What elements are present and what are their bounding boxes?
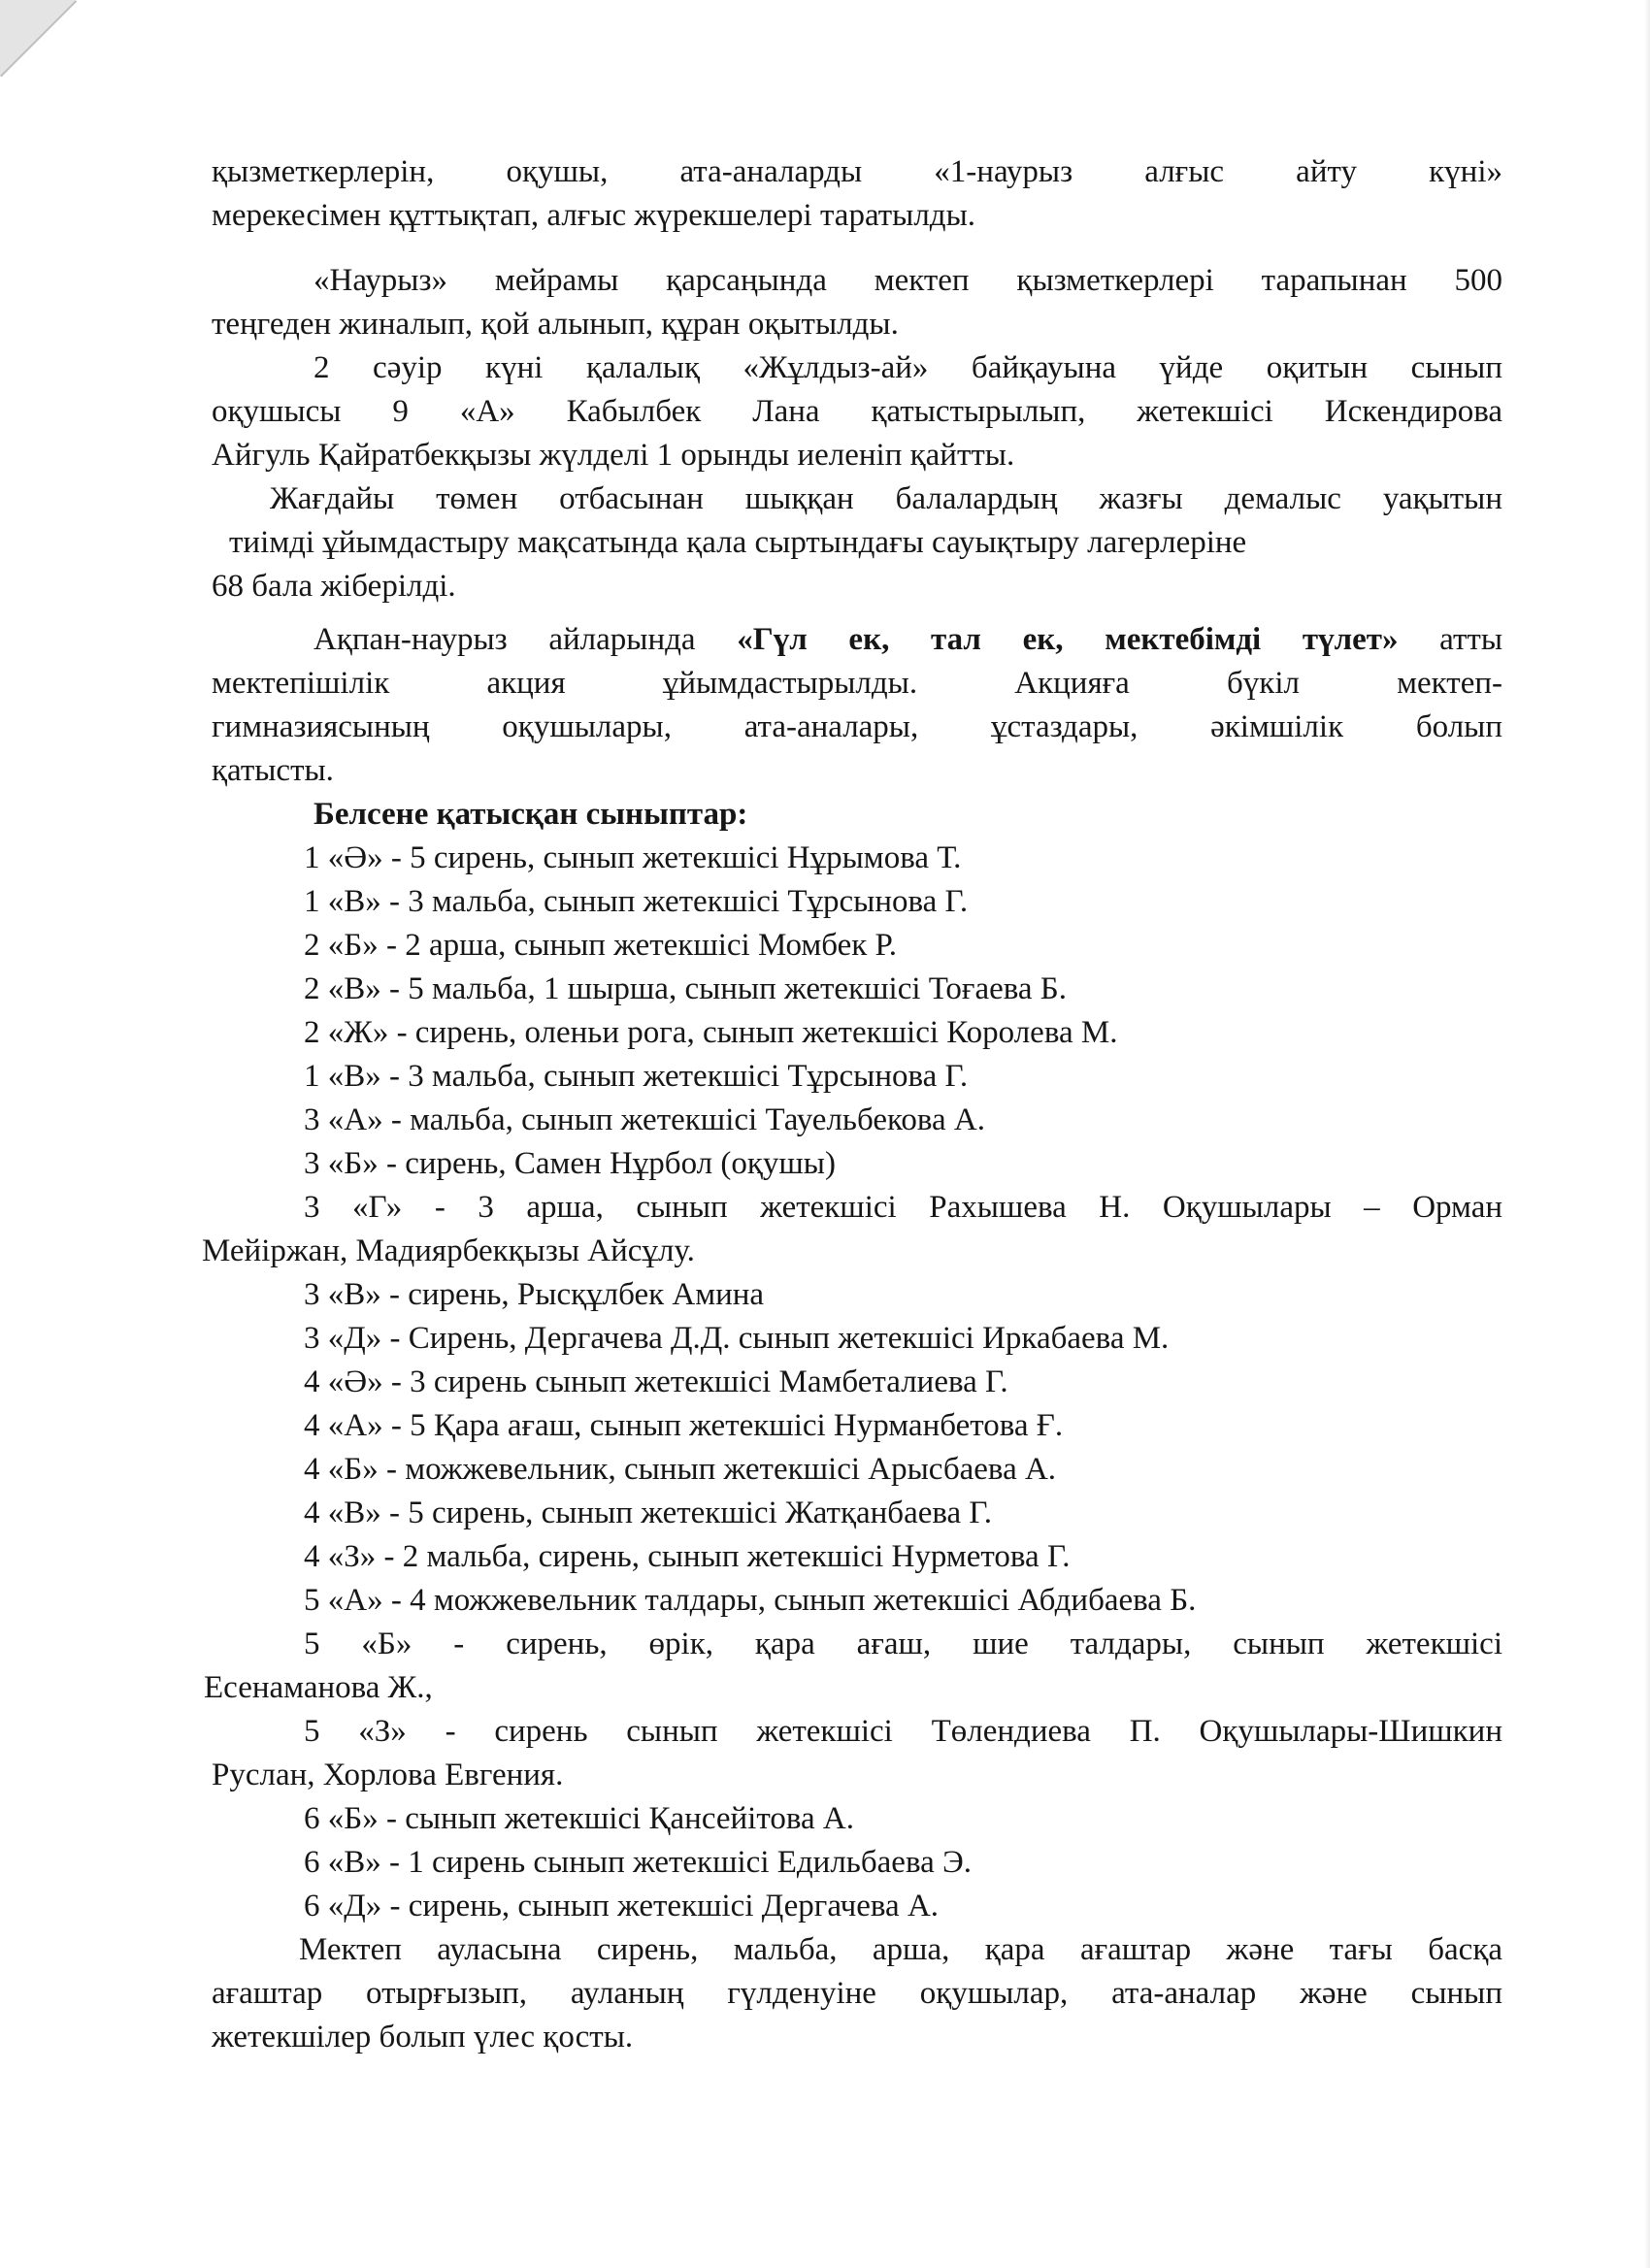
text-line: қызметкерлерін, оқушы, ата-аналарды «1-наурыз алғыс айту күні»: [212, 154, 1502, 189]
text-line: Жағдайы төмен отбасынан шыққан балалардың жазғы демалыс уақытын: [270, 481, 1502, 516]
page-edge-shadow: [1644, 0, 1650, 2268]
document-page: [202, 150, 1502, 2059]
list-item: 1 «Ә» - 5 сирень, сынып жетекшісі Нұрымова Т.: [304, 840, 962, 875]
text-line: Мейіржан, Мадиярбекқызы Айсұлу.: [202, 1233, 695, 1268]
text-line: Мектеп ауласына сирень, мальба, арша, қара ағаштар және тағы басқа: [299, 1932, 1502, 1967]
list-item: 2 «Б» - 2 арша, сынып жетекшісі Момбек Р.: [304, 928, 897, 963]
list-item: 1 «В» - 3 мальба, сынып жетекшісі Тұрсынова Г.: [304, 1059, 969, 1094]
list-item: 4 «В» - 5 сирень, сынып жетекшісі Жатқанбаева Г.: [304, 1496, 993, 1530]
list-item: 4 «Б» - можжевельник, сынып жетекшісі Арысбаева А.: [304, 1452, 1057, 1487]
active-classes-section: [202, 793, 1502, 1928]
text-line: 3 «Г» - 3 арша, сынып жетекшісі Рахышева Н. Оқушылары – Орман: [304, 1190, 1502, 1225]
text-line: ағаштар отырғызып, ауланың гүлденуіне оқушылар, ата-аналар және сынып: [212, 1976, 1502, 2011]
campaign-title: «Гүл ек, тал ек, мектебімді түлет»: [737, 622, 1399, 657]
text-line: теңгеден жиналып, қой алынып, құран оқытылды.: [212, 307, 899, 342]
text-line: Есенаманова Ж.,: [204, 1670, 433, 1705]
list-item: [202, 1186, 1502, 1273]
list-item: 6 «В» - 1 сирень сынып жетекшісі Едильбаева Э.: [304, 1845, 973, 1880]
text-line: гимназиясының оқушылары, ата-аналары, ұстаздары, әкімшілік болып: [212, 709, 1502, 744]
list-item: [204, 1623, 1502, 1710]
list-item: 6 «Б» - сынып жетекшісі Қансейітова А.: [304, 1801, 854, 1836]
list-item: 2 «Ж» - сирень, оленьи рога, сынып жетекшісі Королева М.: [304, 1015, 1118, 1050]
list-item: 4 «А» - 5 Қара ағаш, сынып жетекшісі Нурманбетова Ғ.: [304, 1408, 1064, 1443]
text-run: Ақпан-наурыз айларында: [314, 622, 738, 657]
list-item: 3 «В» - сирень, Рысқұлбек Амина: [304, 1277, 765, 1312]
list-item: 4 «Ә» - 3 сирень сынып жетекшісі Мамбеталиева Г.: [304, 1364, 1008, 1399]
text-line: Руслан, Хорлова Евгения.: [212, 1758, 564, 1792]
list-item: 6 «Д» - сирень, сынып жетекшісі Дергачева А.: [304, 1889, 940, 1923]
text-line: 2 сәуір күні қалалық «Жұлдыз-ай» байқауына үйде оқитын сынып: [314, 350, 1502, 385]
list-item: 3 «Б» - сирень, Самен Нұрбол (оқушы): [304, 1146, 836, 1181]
text-line: жетекшілер болып үлес қосты.: [212, 2020, 634, 2054]
text-run: атты: [1398, 622, 1502, 657]
text-line: Айгуль Қайратбекқызы жүлделі 1 орынды иеленіп қайтты.: [212, 438, 1015, 473]
text-line: «Наурыз» мейрамы қарсаңында мектеп қызметкерлері тарапынан 500: [314, 263, 1502, 298]
paragraph-contest: [212, 346, 1502, 477]
text-line: мектепішілік акция ұйымдастырылды. Акцияға бүкіл мектеп-: [212, 666, 1502, 701]
paragraph-campaign: [212, 618, 1502, 793]
list-item: 5 «А» - 4 можжевельник талдары, сынып жетекшісі Абдибаева Б.: [304, 1583, 1197, 1618]
paragraph-greetings: [212, 150, 1502, 238]
text-line: 68 бала жіберілді.: [212, 569, 456, 604]
section-heading: Белсене қатысқан сыныптар:: [314, 797, 748, 832]
list-item: 3 «Д» - Сирень, Дергачева Д.Д. сынып жетекшісі Иркабаева М.: [304, 1321, 1170, 1356]
text-line: 5 «Б» - сирень, өрік, қара ағаш, шие талдары, сынып жетекшісі: [304, 1627, 1502, 1661]
paragraph-summer-camp: [212, 477, 1502, 608]
paragraph-conclusion: [212, 1928, 1502, 2059]
list-item: 4 «З» - 2 мальба, сирень, сынып жетекшісі Нурметова Г.: [304, 1539, 1071, 1574]
list-item: [212, 1710, 1502, 1797]
list-item: 1 «В» - 3 мальба, сынып жетекшісі Тұрсынова Г.: [304, 884, 969, 919]
text-line: қатысты.: [212, 753, 334, 788]
text-line: 5 «З» - сирень сынып жетекшісі Төлендиева П. Оқушылары-Шишкин: [304, 1714, 1502, 1749]
list-item: 2 «В» - 5 мальба, 1 шырша, сынып жетекшісі Тоғаева Б.: [304, 971, 1068, 1006]
text-line: [212, 618, 1502, 662]
list-item: 3 «А» - мальба, сынып жетекшісі Тауельбекова А.: [304, 1102, 985, 1137]
text-line: оқушысы 9 «А» Кабылбек Лана қатыстырылып, жетекшісі Искендирова: [212, 394, 1502, 429]
text-line: тиімді ұйымдастыру мақсатында қала сыртындағы сауықтыру лагерлеріне: [229, 525, 1247, 560]
paragraph-nauryz: [212, 259, 1502, 346]
text-line: мерекесімен құттықтап, алғыс жүрекшелері таратылды.: [212, 198, 976, 233]
